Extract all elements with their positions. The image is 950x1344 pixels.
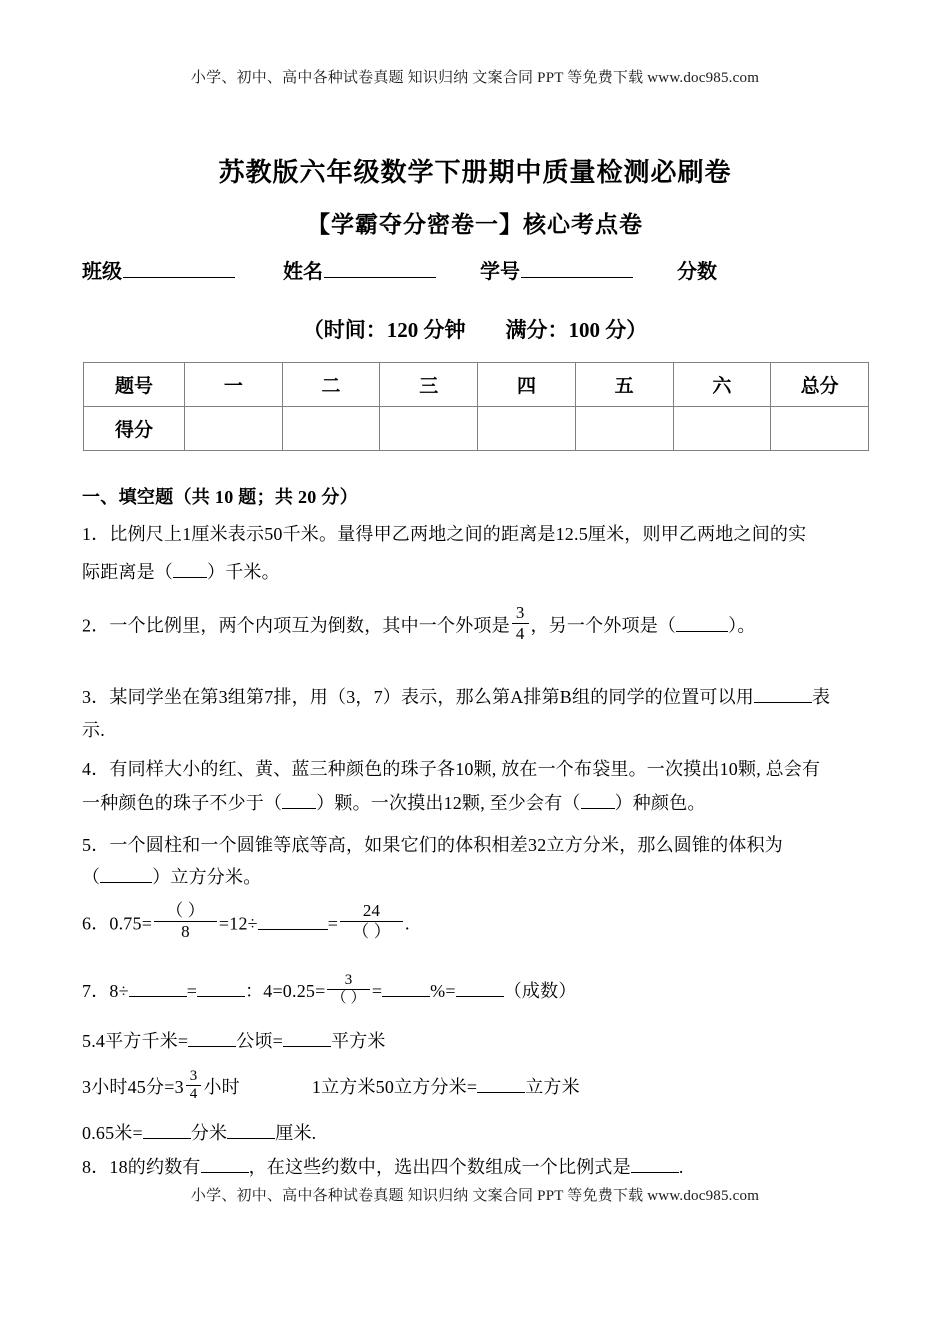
table-row-header <box>84 363 869 407</box>
question-4-line-2 <box>82 784 874 822</box>
question-6-text-c: . <box>404 913 410 934</box>
question-7d-answer-blank-1[interactable] <box>143 1123 191 1139</box>
question-7-fraction-numerator: 3 <box>327 973 369 991</box>
class-blank[interactable] <box>123 260 235 278</box>
question-7-text-c: ：4=0.25= <box>245 981 326 1001</box>
name-field[interactable] <box>283 255 436 284</box>
question-5-line-1: 5．一个圆柱和一个圆锥等底等高，如果它们的体积相差32立方分米，那么圆锥的体积为 <box>82 835 783 855</box>
name-blank[interactable] <box>324 260 436 278</box>
question-7-text-b: = <box>186 981 198 1001</box>
question-3-line-2: 示. <box>82 720 105 740</box>
question-2-text-c: ）。 <box>728 615 756 636</box>
question-7-text-f: （成数） <box>503 981 577 1001</box>
exam-time-prefix: （时间： <box>302 318 387 342</box>
question-2-fraction-denominator: 4 <box>515 623 525 643</box>
question-8-text-c: . <box>678 1157 684 1177</box>
question-7-answer-blank-2[interactable] <box>197 981 245 997</box>
question-7c-time-volume <box>82 1068 782 1106</box>
score-table-col-3: 三 <box>380 363 478 407</box>
question-2 <box>82 604 874 645</box>
question-7d-answer-blank-2[interactable] <box>227 1123 275 1139</box>
question-7c-fraction-denominator: 4 <box>189 1086 198 1103</box>
question-2-fraction-numerator: 3 <box>512 604 529 624</box>
question-8-text-a: 8．18的约数有 <box>82 1157 201 1177</box>
question-7-text-e: %= <box>430 981 456 1001</box>
student-no-label: 学号 <box>480 261 520 283</box>
score-table-col-1: 一 <box>185 363 283 407</box>
question-7b-area-units <box>82 1022 782 1060</box>
question-2-fraction <box>512 604 529 643</box>
question-1-line-1: 1．比例尺上1厘米表示50千米。量得甲乙两地之间的距离是12.5厘米，则甲乙两地之间的实 <box>82 524 807 544</box>
question-7 <box>82 972 782 1010</box>
score-table-row-label-1: 题号 <box>84 363 185 407</box>
question-7c-fraction-numerator: 3 <box>186 1069 202 1087</box>
question-7b-answer-blank-2[interactable] <box>283 1031 331 1047</box>
score-cell-3[interactable] <box>380 407 478 451</box>
question-8-text-b: ，在这些约数中，选出四个数组成一个比例式是 <box>248 1157 631 1177</box>
question-6 <box>82 902 782 943</box>
question-2-text-a: 2．一个比例里，两个内项互为倒数，其中一个外项是 <box>82 615 510 636</box>
question-8-answer-blank-2[interactable] <box>631 1157 679 1173</box>
question-6-answer-blank[interactable] <box>258 914 328 930</box>
page-subtitle: 【学霸夺分密卷一】核心考点卷 <box>307 212 643 237</box>
question-2-text-b: ，另一个外项是（ <box>530 615 677 636</box>
question-1-text-a: 际距离是（ <box>82 562 173 582</box>
class-field[interactable] <box>82 255 235 284</box>
question-4-text-c: ）种颜色。 <box>614 793 706 813</box>
score-cell-2[interactable] <box>282 407 380 451</box>
question-6-fraction-2-denominator[interactable]: （ ） <box>352 921 391 941</box>
question-8-answer-blank-1[interactable] <box>201 1157 249 1173</box>
question-1-answer-blank[interactable] <box>173 563 207 578</box>
question-7-fraction[interactable] <box>327 973 369 1008</box>
question-6-equals: = <box>327 913 339 934</box>
question-7d-text-c: 厘米. <box>275 1123 317 1143</box>
question-3-text-b: 表 <box>812 687 831 707</box>
question-5-text-a: （ <box>82 867 101 887</box>
section-heading-fill-in-blanks: 一、填空题（共 10 题；共 20 分） <box>82 487 358 507</box>
question-7d-text-a: 0.65米= <box>82 1123 143 1143</box>
question-4-line-1: 4．有同样大小的红、黄、蓝三种颜色的珠子各10颗, 放在一个布袋里。一次摸出10颗, 总会有 <box>82 759 821 779</box>
score-cell-1[interactable] <box>185 407 283 451</box>
student-no-field[interactable] <box>480 255 633 284</box>
question-7b-answer-blank-1[interactable] <box>188 1031 236 1047</box>
score-table-col-2: 二 <box>282 363 380 407</box>
score-table-row-label-2: 得分 <box>84 407 185 451</box>
question-5-text-b: ）立方分米。 <box>152 867 262 887</box>
score-field <box>677 255 717 284</box>
score-cell-total[interactable] <box>771 407 869 451</box>
question-7c-mixed-number <box>174 1067 204 1103</box>
question-1-text-b: ）千米。 <box>207 562 280 582</box>
question-2-answer-blank[interactable] <box>676 617 728 632</box>
question-7d-text-b: 分米 <box>190 1123 228 1143</box>
question-7-answer-blank-3[interactable] <box>382 981 430 997</box>
question-7c-fraction <box>186 1069 202 1104</box>
question-3-text-a: 3．某同学坐在第3组第7排，用（3，7）表示，那么第A排第B组的同学的位置可以用 <box>82 687 755 707</box>
question-8 <box>82 1148 874 1186</box>
score-label: 分数 <box>677 261 717 283</box>
question-7-text-a: 7．8÷ <box>82 981 129 1001</box>
question-4-answer-blank-1[interactable] <box>282 794 316 809</box>
page-title: 苏教版六年级数学下册期中质量检测必刷卷 <box>218 158 732 187</box>
question-7-answer-blank-1[interactable] <box>129 981 187 997</box>
question-7c-text-b: 小时 <box>203 1077 240 1097</box>
question-4-text-a: 一种颜色的珠子不少于（ <box>82 793 283 813</box>
question-6-text-a: 6．0.75= <box>82 913 153 934</box>
question-7c-text-c: 1立方米50立方分米= <box>311 1077 478 1097</box>
question-7c-whole-part: 3 <box>174 1077 184 1097</box>
question-5-line-2 <box>82 858 874 896</box>
question-6-fraction-1-numerator[interactable]: （ ） <box>154 902 217 922</box>
class-label: 班级 <box>82 261 122 283</box>
score-cell-5[interactable] <box>575 407 673 451</box>
question-5-answer-blank[interactable] <box>100 868 152 883</box>
exam-time-value: 120 分钟 <box>386 318 466 342</box>
identity-row <box>82 255 872 284</box>
student-no-blank[interactable] <box>521 260 633 278</box>
question-7d-length-units <box>82 1114 782 1152</box>
name-label: 姓名 <box>283 261 323 283</box>
table-row <box>84 407 869 451</box>
question-1-line-2 <box>82 553 874 591</box>
question-7b-text-a: 5.4平方千米= <box>82 1031 189 1051</box>
exam-fullmark-label: 满分： <box>505 318 569 342</box>
site-banner-top: 小学、初中、高中各种试卷真题 知识归纳 文案合同 PPT 等免费下载 www.doc985.com <box>190 70 760 86</box>
score-cell-4[interactable] <box>478 407 576 451</box>
question-6-fraction-2[interactable] <box>340 902 403 941</box>
question-4-answer-blank-2[interactable] <box>581 794 615 809</box>
question-6-text-b: =12÷ <box>218 913 258 934</box>
question-7-answer-blank-4[interactable] <box>456 981 504 997</box>
site-banner-bottom: 小学、初中、高中各种试卷真题 知识归纳 文案合同 PPT 等免费下载 www.doc985.com <box>190 1188 760 1204</box>
exam-meta <box>0 314 950 344</box>
question-6-fraction-1-denominator: 8 <box>181 921 190 941</box>
question-6-fraction-2-numerator: 24 <box>340 902 403 922</box>
question-7b-text-c: 平方米 <box>331 1031 386 1051</box>
question-7c-text-a: 3小时45分= <box>82 1077 175 1097</box>
score-table <box>83 362 869 451</box>
score-table-col-5: 五 <box>575 363 673 407</box>
score-table-col-total: 总分 <box>771 363 869 407</box>
exam-fullmark-value: 100 分） <box>568 318 648 342</box>
question-6-fraction-1[interactable] <box>154 902 217 941</box>
score-table-col-4: 四 <box>478 363 576 407</box>
score-table-col-6: 六 <box>673 363 771 407</box>
question-7-fraction-denominator[interactable]: （ ） <box>331 990 366 1007</box>
question-7c-answer-blank[interactable] <box>477 1077 525 1093</box>
question-4-text-b: ）颗。一次摸出12颗, 至少会有（ <box>316 793 581 813</box>
question-7b-text-b: 公顷= <box>236 1031 284 1051</box>
question-7c-text-d: 立方米 <box>525 1077 580 1097</box>
question-3-answer-blank[interactable] <box>754 687 812 703</box>
question-7-text-d: = <box>371 981 383 1001</box>
score-cell-6[interactable] <box>673 407 771 451</box>
